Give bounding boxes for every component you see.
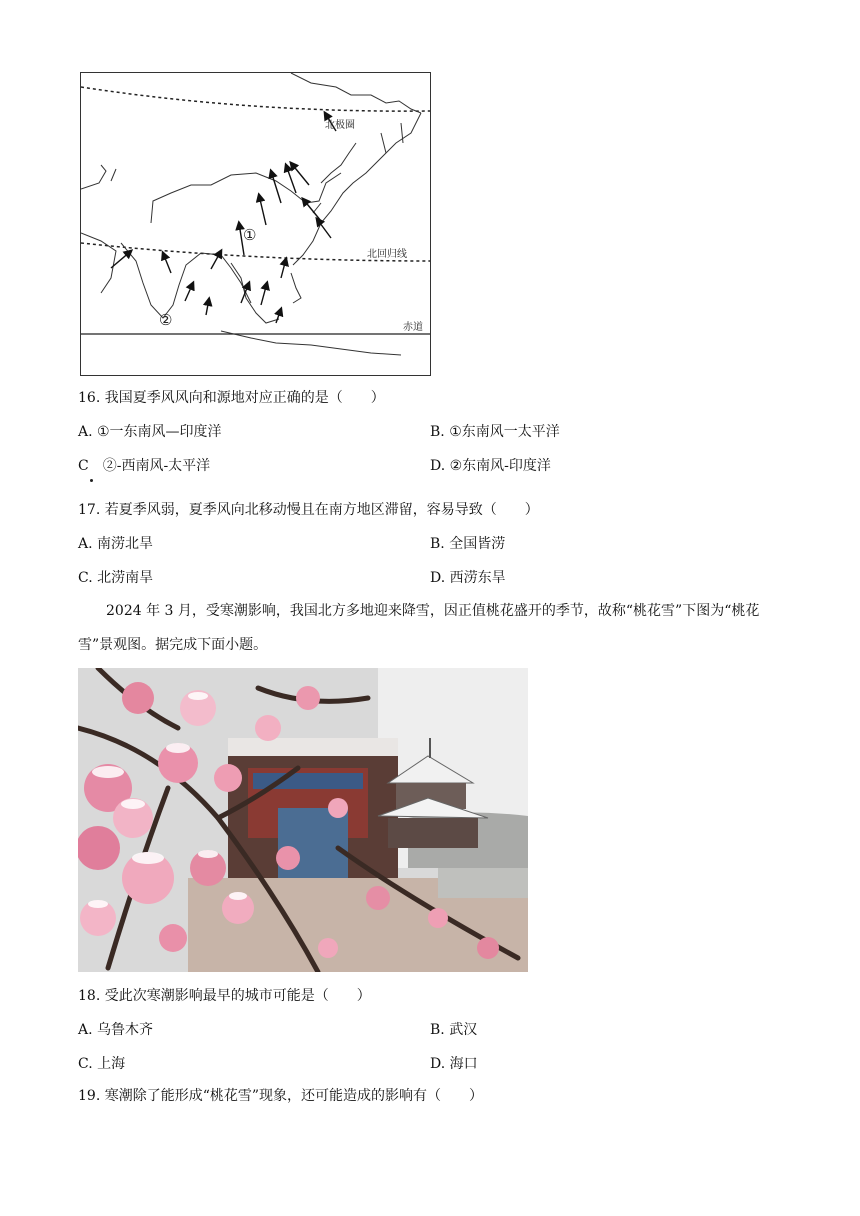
q18-option-a: A. 乌鲁木齐 — [78, 1022, 154, 1038]
wind-arrow — [261, 283, 267, 305]
wind-arrow — [291, 163, 309, 185]
q17-option-b: B. 全国皆涝 — [430, 536, 506, 552]
question-17-stem: 17. 若夏季风弱，夏季风向北移动慢且在南方地区滞留，容易导致（ ） — [78, 502, 539, 518]
wind-arrow — [163, 253, 171, 273]
arabia-coast — [81, 233, 116, 293]
q16-option-b: B. ①东南风一太平洋 — [430, 424, 560, 440]
wind-arrow — [259, 195, 266, 225]
monsoon-map — [80, 72, 431, 376]
philippines — [291, 273, 301, 303]
q18-option-d: D. 海口 — [430, 1056, 478, 1072]
q16-option-a: A. ①一东南风—印度洋 — [78, 424, 222, 440]
wind-arrow — [281, 259, 286, 278]
q17-option-d: D. 西涝东旱 — [430, 570, 506, 586]
question-16-stem: 16. 我国夏季风风向和源地对应正确的是（ ） — [78, 390, 385, 406]
marker-2: ② — [159, 311, 173, 329]
wind-arrow — [206, 299, 209, 315]
photo-illustration — [78, 668, 528, 972]
indochina-coast — [231, 263, 279, 323]
japan-islands — [313, 143, 356, 213]
question-18-stem: 18. 受此次寒潮影响最早的城市可能是（ ） — [78, 988, 371, 1004]
china-border — [151, 173, 341, 223]
peach-blossom-snow-photo — [78, 668, 528, 972]
q18-option-c: C. 上海 — [78, 1056, 126, 1072]
wind-arrow — [185, 283, 193, 301]
far-east-coast — [381, 123, 403, 153]
marker-1: ① — [243, 226, 257, 244]
arctic-circle-label: 北极圈 — [325, 120, 355, 131]
q16-option-c: C ②-西南风-太平洋 — [78, 458, 211, 474]
q18-option-b: B. 武汉 — [430, 1022, 478, 1038]
north-asia-coast — [291, 73, 421, 113]
stray-dot — [90, 479, 93, 482]
monsoon-map-svg — [81, 73, 430, 375]
question-19-stem: 19. 寒潮除了能形成“桃花雪”现象，还可能造成的影响有（ ） — [78, 1088, 484, 1104]
india-coast — [121, 243, 251, 318]
wind-arrow — [276, 309, 281, 323]
passage-text: 2024 年 3 月，受寒潮影响，我国北方多地迎来降雪，因正值桃花盛开的季节，故称“桃花雪”下图为“桃花雪”景观图。据完成下面小题。 — [78, 603, 760, 653]
q16-option-d: D. ②东南风-印度洋 — [430, 458, 551, 474]
q17-option-c: C. 北涝南旱 — [78, 570, 154, 586]
west-coast — [81, 165, 116, 189]
q17-option-a: A. 南涝北旱 — [78, 536, 154, 552]
equator-label: 赤道 — [403, 322, 423, 333]
wind-arrow — [271, 171, 281, 203]
tropic-of-cancer-label: 北回归线 — [367, 249, 407, 260]
